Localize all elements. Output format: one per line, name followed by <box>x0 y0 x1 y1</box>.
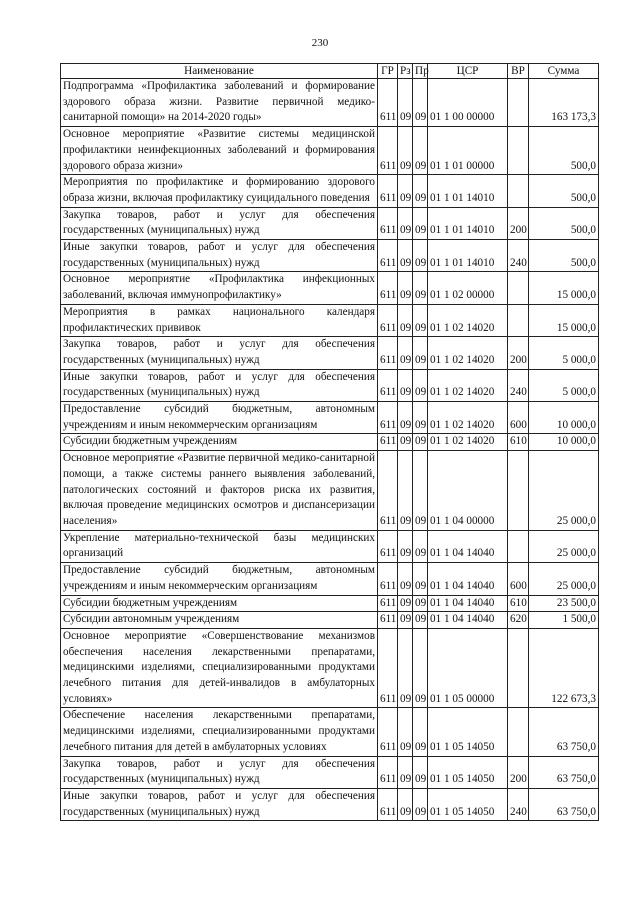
cell-pr: 09 <box>413 402 428 434</box>
cell-pr: 09 <box>413 628 428 708</box>
header-rz: Рз <box>398 64 413 79</box>
cell-pr: 09 <box>413 451 428 531</box>
table-row <box>61 240 599 272</box>
cell-rz: 09 <box>398 240 413 272</box>
cell-rz: 09 <box>398 788 413 820</box>
cell-rz: 09 <box>398 369 413 401</box>
cell-sum: 63 750,0 <box>529 788 599 820</box>
cell-pr: 09 <box>413 272 428 304</box>
cell-name: Иные закупки товаров, работ и услуг для обеспечения государственных (муниципальных) нужд <box>61 788 378 820</box>
cell-rz: 09 <box>398 563 413 595</box>
cell-sum: 25 000,0 <box>529 530 599 562</box>
cell-name: Мероприятия в рамках национального календаря профилактических прививок <box>61 304 378 336</box>
cell-name: Основное мероприятие «Развитие системы медицинской профилактики неинфекционных заболеваний и формирования здорового образа жизни» <box>61 127 378 175</box>
cell-pr: 09 <box>413 175 428 207</box>
cell-csr: 01 1 02 14020 <box>428 434 508 451</box>
cell-gr: 611 <box>378 612 398 629</box>
table-row <box>61 530 599 562</box>
cell-vr: 600 <box>508 563 529 595</box>
cell-gr: 611 <box>378 304 398 336</box>
table-row <box>61 175 599 207</box>
cell-vr <box>508 628 529 708</box>
cell-csr: 01 1 04 14040 <box>428 595 508 612</box>
cell-csr: 01 1 01 14010 <box>428 207 508 239</box>
cell-vr <box>508 79 529 127</box>
cell-pr: 09 <box>413 756 428 788</box>
cell-rz: 09 <box>398 304 413 336</box>
cell-sum: 23 500,0 <box>529 595 599 612</box>
cell-gr: 611 <box>378 563 398 595</box>
table-row <box>61 563 599 595</box>
cell-gr: 611 <box>378 595 398 612</box>
cell-sum: 25 000,0 <box>529 563 599 595</box>
cell-name: Субсидии бюджетным учреждениям <box>61 595 378 612</box>
cell-sum: 5 000,0 <box>529 337 599 369</box>
cell-name: Иные закупки товаров, работ и услуг для обеспечения государственных (муниципальных) нужд <box>61 240 378 272</box>
cell-sum: 163 173,3 <box>529 79 599 127</box>
cell-rz: 09 <box>398 337 413 369</box>
table-row <box>61 402 599 434</box>
cell-name: Основное мероприятие «Совершенствование механизмов обеспечения населения лекарственными препаратами, медицинскими изделиями, специализированными продуктами лечебного питания для детей-инвалидов в амбулаторных условиях» <box>61 628 378 708</box>
cell-name: Предоставление субсидий бюджетным, автономным учреждениям и иным некоммерческим организациям <box>61 563 378 595</box>
table-row <box>61 434 599 451</box>
cell-name: Субсидии автономным учреждениям <box>61 612 378 629</box>
cell-rz: 09 <box>398 628 413 708</box>
budget-table <box>60 63 599 821</box>
cell-vr: 600 <box>508 402 529 434</box>
cell-gr: 611 <box>378 272 398 304</box>
cell-rz: 09 <box>398 595 413 612</box>
cell-pr: 09 <box>413 788 428 820</box>
cell-vr: 240 <box>508 788 529 820</box>
cell-gr: 611 <box>378 127 398 175</box>
table-body <box>61 79 599 821</box>
cell-pr: 09 <box>413 304 428 336</box>
cell-gr: 611 <box>378 79 398 127</box>
table-row <box>61 756 599 788</box>
cell-name: Укрепление материально-технической базы медицинских организаций <box>61 530 378 562</box>
cell-csr: 01 1 01 14010 <box>428 175 508 207</box>
cell-csr: 01 1 05 00000 <box>428 628 508 708</box>
cell-csr: 01 1 05 14050 <box>428 756 508 788</box>
cell-gr: 611 <box>378 708 398 756</box>
cell-csr: 01 1 04 14040 <box>428 612 508 629</box>
table-row <box>61 79 599 127</box>
cell-vr: 200 <box>508 207 529 239</box>
cell-csr: 01 1 01 00000 <box>428 127 508 175</box>
cell-sum: 500,0 <box>529 207 599 239</box>
cell-sum: 63 750,0 <box>529 708 599 756</box>
table-row <box>61 127 599 175</box>
cell-csr: 01 1 05 14050 <box>428 708 508 756</box>
cell-rz: 09 <box>398 756 413 788</box>
cell-rz: 09 <box>398 434 413 451</box>
cell-csr: 01 1 04 14040 <box>428 563 508 595</box>
cell-vr: 240 <box>508 369 529 401</box>
cell-csr: 01 1 02 00000 <box>428 272 508 304</box>
cell-rz: 09 <box>398 127 413 175</box>
cell-sum: 10 000,0 <box>529 402 599 434</box>
cell-pr: 09 <box>413 708 428 756</box>
cell-pr: 09 <box>413 369 428 401</box>
table-row <box>61 337 599 369</box>
table-row <box>61 272 599 304</box>
cell-vr: 240 <box>508 240 529 272</box>
cell-csr: 01 1 00 00000 <box>428 79 508 127</box>
cell-sum: 15 000,0 <box>529 272 599 304</box>
table-header-row <box>61 64 599 79</box>
cell-vr <box>508 304 529 336</box>
cell-sum: 500,0 <box>529 175 599 207</box>
cell-rz: 09 <box>398 708 413 756</box>
cell-gr: 611 <box>378 451 398 531</box>
cell-pr: 09 <box>413 530 428 562</box>
cell-sum: 10 000,0 <box>529 434 599 451</box>
cell-csr: 01 1 04 00000 <box>428 451 508 531</box>
cell-name: Подпрограмма «Профилактика заболеваний и формирование здорового образа жизни. Развитие первичной медико-санитарной помощи» на 2014-2020 годы» <box>61 79 378 127</box>
cell-vr <box>508 530 529 562</box>
cell-pr: 09 <box>413 240 428 272</box>
cell-sum: 500,0 <box>529 127 599 175</box>
cell-name: Субсидии бюджетным учреждениям <box>61 434 378 451</box>
cell-sum: 15 000,0 <box>529 304 599 336</box>
cell-gr: 611 <box>378 756 398 788</box>
cell-pr: 09 <box>413 612 428 629</box>
table-row <box>61 451 599 531</box>
table-row <box>61 207 599 239</box>
page-number: 230 <box>311 37 329 49</box>
cell-rz: 09 <box>398 612 413 629</box>
cell-sum: 63 750,0 <box>529 756 599 788</box>
cell-name: Предоставление субсидий бюджетным, автономным учреждениям и иным некоммерческим организациям <box>61 402 378 434</box>
cell-pr: 09 <box>413 207 428 239</box>
table-row <box>61 708 599 756</box>
cell-rz: 09 <box>398 530 413 562</box>
cell-csr: 01 1 04 14040 <box>428 530 508 562</box>
cell-gr: 611 <box>378 788 398 820</box>
cell-gr: 611 <box>378 434 398 451</box>
cell-vr <box>508 451 529 531</box>
cell-name: Мероприятия по профилактике и формированию здорового образа жизни, включая профилактику суицидального поведения <box>61 175 378 207</box>
table-row <box>61 595 599 612</box>
cell-rz: 09 <box>398 272 413 304</box>
cell-vr <box>508 708 529 756</box>
cell-vr <box>508 272 529 304</box>
cell-pr: 09 <box>413 434 428 451</box>
cell-name: Закупка товаров, работ и услуг для обеспечения государственных (муниципальных) нужд <box>61 337 378 369</box>
cell-rz: 09 <box>398 175 413 207</box>
cell-pr: 09 <box>413 337 428 369</box>
cell-sum: 1 500,0 <box>529 612 599 629</box>
cell-sum: 122 673,3 <box>529 628 599 708</box>
cell-sum: 25 000,0 <box>529 451 599 531</box>
cell-gr: 611 <box>378 402 398 434</box>
cell-name: Закупка товаров, работ и услуг для обеспечения государственных (муниципальных) нужд <box>61 207 378 239</box>
table-row <box>61 612 599 629</box>
cell-gr: 611 <box>378 628 398 708</box>
cell-name: Обеспечение населения лекарственными препаратами, медицинскими изделиями, специализированными продуктами лечебного питания для детей в амбулаторных условиях <box>61 708 378 756</box>
cell-gr: 611 <box>378 240 398 272</box>
cell-gr: 611 <box>378 337 398 369</box>
table-row <box>61 628 599 708</box>
cell-csr: 01 1 01 14010 <box>428 240 508 272</box>
cell-pr: 09 <box>413 563 428 595</box>
table-row <box>61 304 599 336</box>
header-name: Наименование <box>61 64 378 79</box>
cell-gr: 611 <box>378 207 398 239</box>
cell-gr: 611 <box>378 530 398 562</box>
cell-rz: 09 <box>398 79 413 127</box>
cell-vr: 200 <box>508 337 529 369</box>
cell-csr: 01 1 02 14020 <box>428 304 508 336</box>
cell-rz: 09 <box>398 451 413 531</box>
table-row <box>61 369 599 401</box>
cell-vr <box>508 127 529 175</box>
cell-vr: 620 <box>508 612 529 629</box>
header-pr: Пр <box>413 64 428 79</box>
cell-name: Иные закупки товаров, работ и услуг для обеспечения государственных (муниципальных) нужд <box>61 369 378 401</box>
cell-sum: 500,0 <box>529 240 599 272</box>
cell-name: Закупка товаров, работ и услуг для обеспечения государственных (муниципальных) нужд <box>61 756 378 788</box>
cell-pr: 09 <box>413 127 428 175</box>
cell-csr: 01 1 02 14020 <box>428 369 508 401</box>
cell-name: Основное мероприятие «Профилактика инфекционных заболеваний, включая иммунопрофилактику» <box>61 272 378 304</box>
cell-vr: 610 <box>508 595 529 612</box>
cell-gr: 611 <box>378 175 398 207</box>
header-vr: ВР <box>508 64 529 79</box>
header-csr: ЦСР <box>428 64 508 79</box>
cell-csr: 01 1 05 14050 <box>428 788 508 820</box>
cell-pr: 09 <box>413 595 428 612</box>
cell-name: Основное мероприятие «Развитие первичной медико-санитарной помощи, а также системы раннего выявления заболеваний, патологических состояний и факторов риска их развития, включая проведение медицинских осмотров и диспансеризации населения» <box>61 451 378 531</box>
cell-csr: 01 1 02 14020 <box>428 337 508 369</box>
cell-rz: 09 <box>398 402 413 434</box>
header-sum: Сумма <box>529 64 599 79</box>
cell-sum: 5 000,0 <box>529 369 599 401</box>
cell-csr: 01 1 02 14020 <box>428 402 508 434</box>
cell-vr: 610 <box>508 434 529 451</box>
cell-pr: 09 <box>413 79 428 127</box>
table-row <box>61 788 599 820</box>
cell-vr: 200 <box>508 756 529 788</box>
cell-gr: 611 <box>378 369 398 401</box>
cell-rz: 09 <box>398 207 413 239</box>
header-gr: ГР <box>378 64 398 79</box>
cell-vr <box>508 175 529 207</box>
